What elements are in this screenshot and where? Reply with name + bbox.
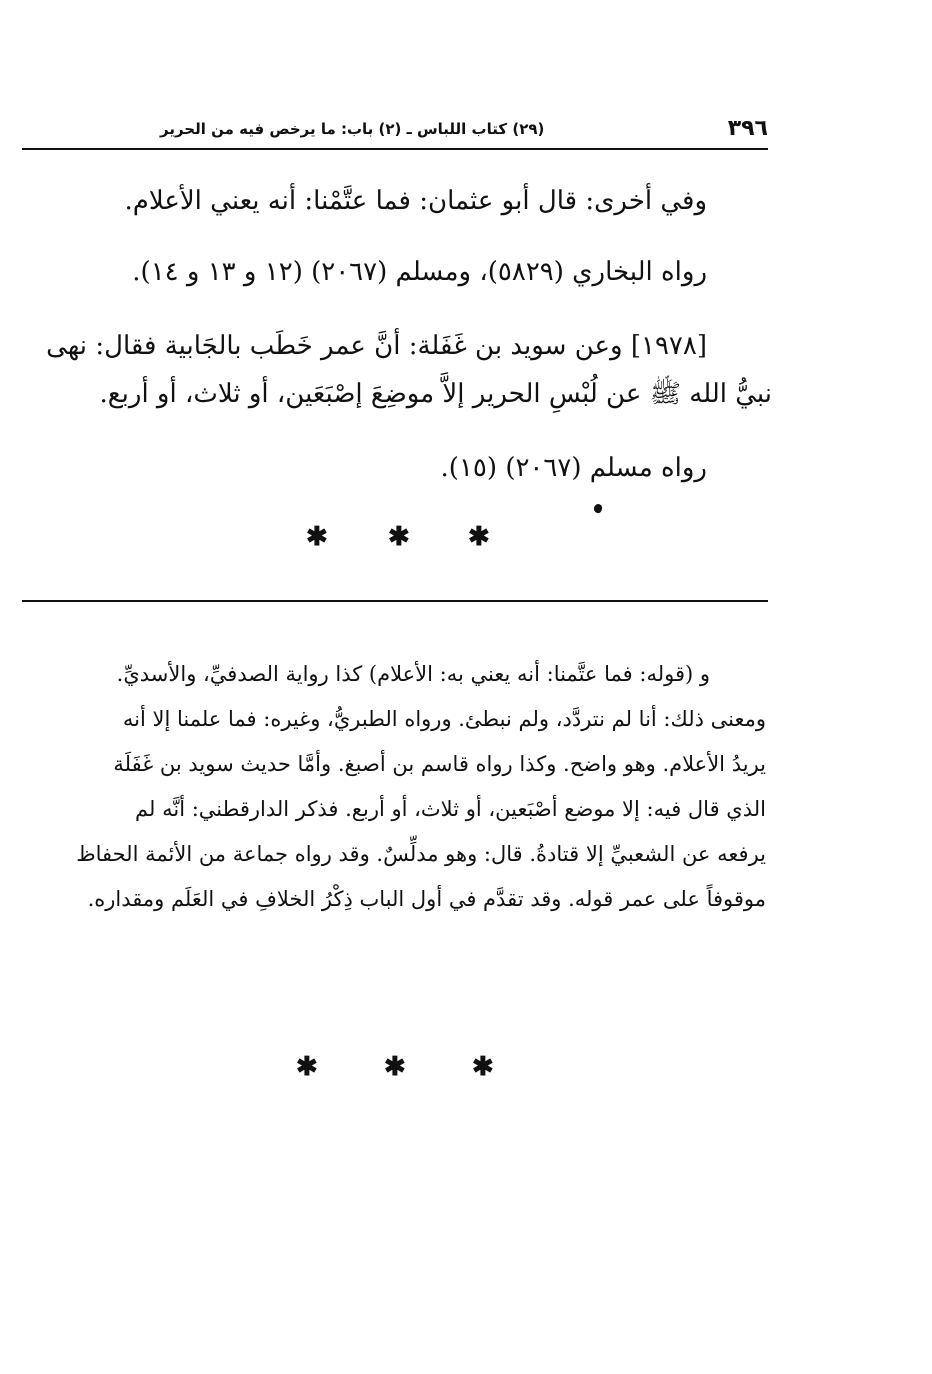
asterisk-icon: ✱	[472, 1052, 494, 1082]
asterisk-icon: ✱	[388, 522, 410, 552]
footnote-line: يرفعه عن الشعبيِّ إلا قتادةُ. قال: وهو مدلِّسٌ. وقد رواه جماعة من الأئمة الحفاظ	[76, 842, 766, 866]
footnote-line: ومعنى ذلك: أنا لم نتردَّد، ولم نبطئ. ورواه الطبريُّ، وغيره: فما علمنا إلا أنه	[122, 707, 766, 731]
main-line: رواه مسلم (٢٠٦٧) (١٥).	[440, 453, 707, 483]
main-line: وفي أخرى: قال أبو عثمان: فما عتَّمْنا: أنه يعني الأعلام.	[124, 186, 707, 216]
ink-mark	[593, 503, 604, 514]
section-separator-bottom	[290, 1052, 494, 1082]
footnote-line: موقوفاً على عمر قوله. وقد تقدَّم في أول الباب ذِكْرُ الخلافِ في العَلَم ومقداره.	[87, 887, 766, 911]
footnote-line: يريدُ الأعلام. وهو واضح. وكذا رواه قاسم بن أصبغ. وأمَّا حديث سويد بن غَفَلَة	[113, 752, 766, 776]
page-header	[22, 112, 768, 146]
main-line: نبيُّ الله ﷺ عن لُبْسِ الحرير إلاَّ موضِعَ إصْبَعَين، أو ثلاث، أو أربع.	[99, 379, 772, 409]
footnote-rule	[22, 600, 768, 602]
asterisk-icon: ✱	[306, 522, 328, 552]
page-number: ٣٩٦	[727, 116, 768, 141]
main-line: رواه البخاري (٥٨٢٩)، ومسلم (٢٠٦٧) (١٢ و ١٣ و ١٤).	[132, 257, 707, 287]
asterisk-icon: ✱	[468, 522, 490, 552]
running-title: (٢٩) كتاب اللباس ـ (٢) باب: ما يرخص فيه من الحرير	[160, 120, 545, 138]
header-rule	[22, 148, 768, 150]
asterisk-icon: ✱	[384, 1052, 406, 1082]
footnote-line: و (قوله: فما عتَّمنا: أنه يعني به: الأعلام) كذا رواية الصدفيِّ، والأسديِّ.	[116, 662, 710, 686]
footnote-line: الذي قال فيه: إلا موضع أصْبَعين، أو ثلاث، أو أربع. فذكر الدارقطني: أنَّه لم	[135, 797, 766, 821]
asterisk-icon: ✱	[296, 1052, 318, 1082]
main-line: [١٩٧٨] وعن سويد بن غَفَلة: أنَّ عمر خَطَب بالجَابية فقال: نهى	[46, 331, 707, 361]
section-separator-top	[300, 522, 500, 552]
